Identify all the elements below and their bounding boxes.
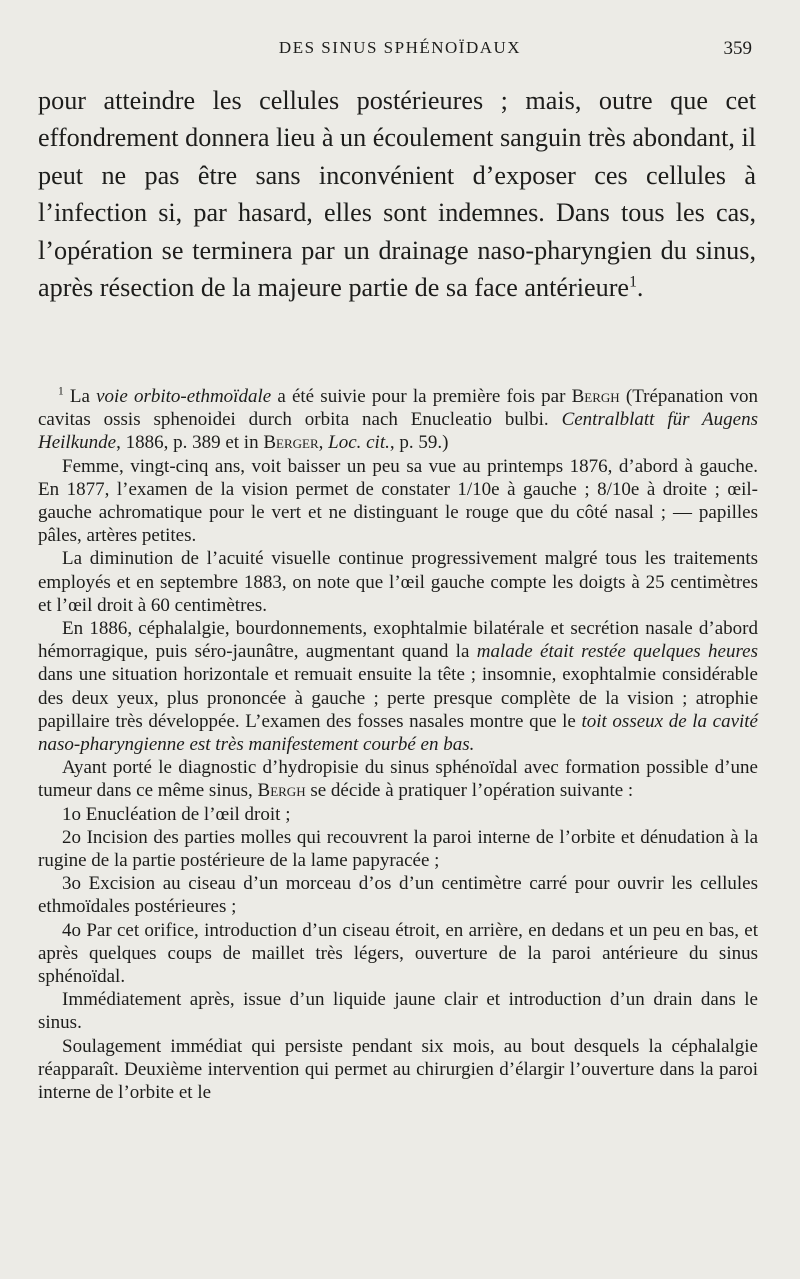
author-name: Berger <box>263 432 319 454</box>
procedure-step: 3o Excision au ciseau d’un morceau d’os d’un centimètre carré pour ouvrir les cellules ethmoïdales postérieures ; <box>38 873 758 918</box>
case-paragraph: Immédiatement après, issue d’un liquide jaune clair et introduction d’un drain dans le sinus. <box>38 989 758 1034</box>
footnote-text: a été suivie pour la première fois par <box>271 386 572 407</box>
paragraph-text: dans une situation horizontale et remuait ensuite la tête ; insomnie, exophtalmie considérable des deux yeux, plus prononcée à gauche ; perte presque complète de la vision ; atrophie papillaire très développée. L’examen des fosses nasales montre que le <box>38 664 758 732</box>
main-paragraph: pour atteindre les cellules postérieures ; mais, outre que cet effondrement donnera lieu à un écoulement sanguin très abondant, il peut ne pas être sans inconvénient d’exposer ces cellules à l’infection si, par hasard, elles sont indemnes. Dans tous les cas, l’opération se terminera par un drainage naso-pharyngien du sinus, après résection de la majeure partie de sa face antérieure$^1$. <box>38 86 756 303</box>
footnote-text: , <box>318 432 329 454</box>
case-paragraph <box>38 617 758 756</box>
case-paragraph <box>38 756 758 802</box>
footnote-text: (Trépanation von cavitas ossis sphenoidei durch orbita nach Enucleatio bulbi. <box>38 386 759 431</box>
procedure-step: 4o Par cet orifice, introduction d’un ciseau étroit, en arrière, en dedans et un peu en bas, et après quelques coups de maillet très légers, ouverture de la paroi antérieure du sinus sphénoïdal. <box>38 919 758 988</box>
procedure-step: 2o Incision des parties molles qui recouvrent la paroi interne de l’orbite et dénudation à la rugine de la partie postérieure de la lame papyracée ; <box>38 826 758 872</box>
case-paragraph: Soulagement immédiat qui persiste pendant six mois, au bout desquels la céphalalgie réapparaît. Deuxième intervention qui permet au chirurgien d’élargir l’ouverture dans la paroi interne de l’orbite et le <box>38 1035 758 1104</box>
footnote-block <box>38 385 758 1104</box>
paragraph-text: Ayant porté le diagnostic d’hydropisie du sinus sphénoïdal avec formation possible d’une tumeur dans ce même sinus, <box>38 757 758 802</box>
footnote-reference: 1 <box>629 273 637 291</box>
footnote <box>38 385 758 455</box>
main-text-block <box>38 82 756 306</box>
paragraph-text: En 1886, céphalalgie, bourdonnements, exophtalmie bilatérale et secrétion nasale d’abord hémorragique, puis séro-jaunâtre, augmentant quand la <box>38 618 758 663</box>
main-paragraph-text: pour atteindre les cellules postérieures ; mais, outre que cet effondrement donnera lieu à un écoulement sanguin très abondant, il peut ne pas être sans inconvénient d’exposer ces cellules à l’infection si, par hasard, elles sont indemnes. Dans tous les cas, l’opération se terminera par un drainage naso-pharyngien du sinus, après résection de la majeure partie de sa face antérieure <box>38 86 756 303</box>
footnote-mark: 1 <box>58 385 64 398</box>
citation-abbrev: Loc. cit. <box>328 432 390 454</box>
footnote-text: , 1886, p. 389 et in <box>116 432 264 454</box>
running-title: DES SINUS SPHÉNOÏDAUX <box>278 38 522 57</box>
footnote-italic: voie orbito-ethmoïdale <box>96 386 272 407</box>
author-name: Bergh <box>571 386 620 407</box>
footnote-text: La <box>69 386 97 407</box>
procedure-step: 1o Enucléation de l’œil droit ; <box>62 803 291 825</box>
journal-title: Centralblatt für Augens Heilkunde <box>38 409 758 454</box>
paragraph-italic: toit osseux de la cavité naso-pharyngienne est très manifestement courbé en bas. <box>38 710 758 756</box>
paragraph-italic: malade était restée quelques heures <box>476 641 758 663</box>
author-name: Bergh <box>257 780 306 802</box>
case-paragraph: La diminution de l’acuité visuelle continue progressivement malgré tous les traitements employés et en septembre 1883, on note que l’œil gauche compte les doigts à 25 centimètres et l’œil droit à 60 centimètres. <box>38 548 758 616</box>
footnote-text: , p. 59.) <box>389 432 449 454</box>
paragraph-text: se décide à pratiquer l’opération suivante : <box>305 780 634 802</box>
page-number: 359 <box>723 38 752 59</box>
case-paragraph: Femme, vingt-cinq ans, voit baisser un peu sa vue au printemps 1876, d’abord à gauche. En 1877, l’examen de la vision permet de constater 1/10e à gauche ; 8/10e à droite ; œil-gauche achromatique pour le vert et ne distinguant le rouge que du côté nasal ; — papilles pâles, artères petites. <box>38 455 758 547</box>
